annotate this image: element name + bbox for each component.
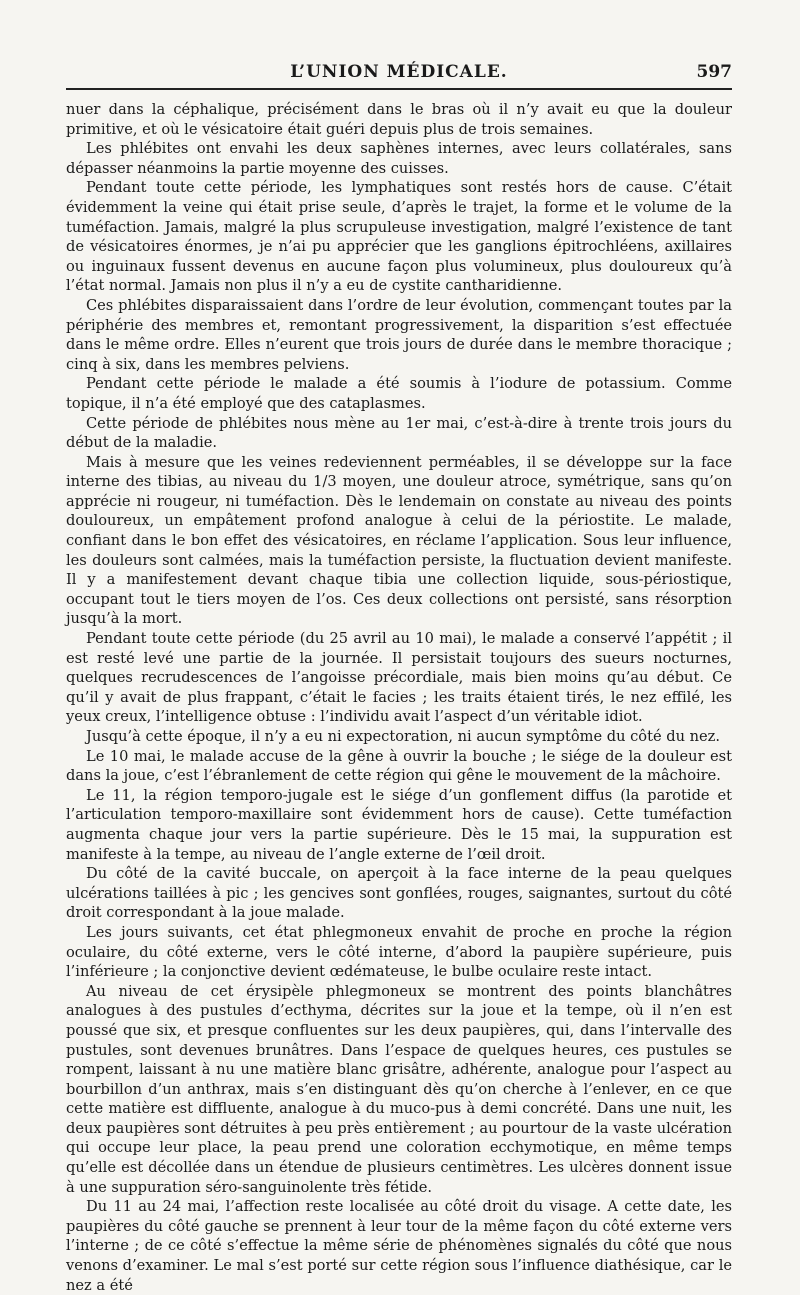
paragraph: nuer dans la céphalique, précisément dans le bras où il n’y avait eu que la douleur primitive, et où le vésicatoire était guéri depuis plus de trois semaines.	[66, 101, 732, 138]
paragraph: Ces phlébites disparaissaient dans l’ordre de leur évolution, commençant toutes par la périphérie des membres et, remontant progressivement, la disparition s’est effectuée dans le même ordre. Elles n’eurent que trois jours de durée dans le membre thoracique ; cinq à six, dans les membres pelviens.	[66, 296, 732, 373]
paragraph: Jusqu’à cette époque, il n’y a eu ni expectoration, ni aucun symptôme du côté du nez.	[86, 728, 720, 745]
paragraph: Mais à mesure que les veines redeviennent perméables, il se développe sur la face interne des tibias, au niveau du 1/3 moyen, une douleur atroce, symétrique, sans qu’on apprécie ni rougeur, ni tuméfaction. Dès le lendemain on constate au niveau des points douloureux, un empâtement profond analogue à celui de la périostite. Le malade, confiant dans le bon effet des vésicatoires, en réclame l’application. Sous leur influence, les douleurs sont calmées, mais la tuméfaction persiste, la fluctuation devient manifeste. Il y a manifestement devant chaque tibia une collection liquide, sous-périostique, occupant tout le tiers moyen de l’os. Ces deux collections ont persisté, sans résorption jusqu’à la mort.	[66, 453, 732, 628]
page-header	[66, 54, 732, 90]
paragraph: Le 11, la région temporo-jugale est le siége d’un gonflement diffus (la parotide et l’articulation temporo-maxillaire sont évidemment hors de cause). Cette tuméfaction augmenta chaque jour vers la partie supérieure. Dès le 15 mai, la suppuration est manifeste à la tempe, au niveau de l’angle externe de l’œil droit.	[66, 786, 732, 863]
running-title: L’UNION MÉDICALE.	[290, 62, 508, 82]
paragraph: Les jours suivants, cet état phlegmoneux envahit de proche en proche la région oculaire, du côté externe, vers le côté interne, d’abord la paupière supérieure, puis l’inférieure ; la conjonctive devient œdémateuse, le bulbe oculaire reste intact.	[66, 923, 732, 981]
paragraph: Du 11 au 24 mai, l’affection reste localisée au côté droit du visage. A cette date, les paupières du côté gauche se prennent à leur tour de la même façon du côté externe vers l’interne ; de ce côté s’effectue la même série de phénomènes signalés du côté que nous venons d’examiner. Le mal s’est porté sur cette région sous l’influence diathésique, car le nez a été	[66, 1198, 732, 1294]
paragraph: Au niveau de cet érysipèle phlegmoneux se montrent des points blanchâtres analogues à des pustules d’ecthyma, décrites sur la joue et la tempe, où il n’en est poussé que six, et presque confluentes sur les deux paupières, qui, dans l’intervalle des pustules, sont devenues brunâtres. Dans l’espace de quelques heures, ces pustules se rompent, laissant à nu une matière blanc grisâtre, adhérente, analogue pour l’aspect au bourbillon d’un anthrax, mais s’en distinguant dès qu’on cherche à l’enlever, en ce que cette matière est diffluente, analogue à du muco-pus à demi concrété. Dans une nuit, les deux paupières sont détruites à peu près entièrement ; au pourtour de la vaste ulcération qui occupe leur place, la peau prend une coloration ecchymotique, en même temps qu’elle est décollée dans un étendue de plusieurs centimètres. Les ulcères donnent issue à une suppuration séro-sanguinolente très fétide.	[66, 982, 732, 1196]
paragraph: Pendant toute cette période, les lymphatiques sont restés hors de cause. C’était évidemment la veine qui était prise seule, d’après le trajet, la forme et le volume de la tuméfaction. Jamais, malgré la plus scrupuleuse investigation, malgré l’existence de tant de vésicatoires énormes, je n’ai pu apprécier que les ganglions épitrochléens, axillaires ou inguinaux fussent devenus en aucune façon plus volumineux, plus douloureux qu’à l’état normal. Jamais non plus il n’y a eu de cystite cantharidienne.	[66, 179, 732, 295]
paragraph: Pendant toute cette période (du 25 avril au 10 mai), le malade a conservé l’appétit ; il est resté levé une partie de la journée. Il persistait toujours des sueurs nocturnes, quelques recrudescences de l’angoisse précordiale, mais bien moins qu’au début. Ce qu’il y avait de plus frappant, c’était le facies ; les traits étaient tirés, le nez effilé, les yeux creux, l’intelligence obtuse : l’individu avait l’aspect d’un véritable idiot.	[66, 630, 732, 726]
paragraph: Cette période de phlébites nous mène au 1er mai, c’est-à-dire à trente trois jours du début de la maladie.	[66, 414, 732, 452]
page-number: 597	[696, 62, 732, 82]
paragraph: Le 10 mai, le malade accuse de la gêne à ouvrir la bouche ; le siége de la douleur est dans la joue, c’est l’ébranlement de cette région qui gêne le mouvement de la mâchoire.	[66, 747, 732, 785]
paragraph: Pendant cette période le malade a été soumis à l’iodure de potassium. Comme topique, il n’a été employé que des cataplasmes.	[66, 375, 732, 412]
paragraph: Du côté de la cavité buccale, on aperçoit à la face interne de la peau quelques ulcérations taillées à pic ; les gencives sont gonflées, rouges, saignantes, surtout du côté droit correspondant à la joue malade.	[66, 865, 732, 922]
paragraph: Les phlébites ont envahi les deux saphènes internes, avec leurs collatérales, sans dépasser néanmoins la partie moyenne des cuisses.	[66, 140, 732, 177]
article-body	[66, 100, 732, 1295]
